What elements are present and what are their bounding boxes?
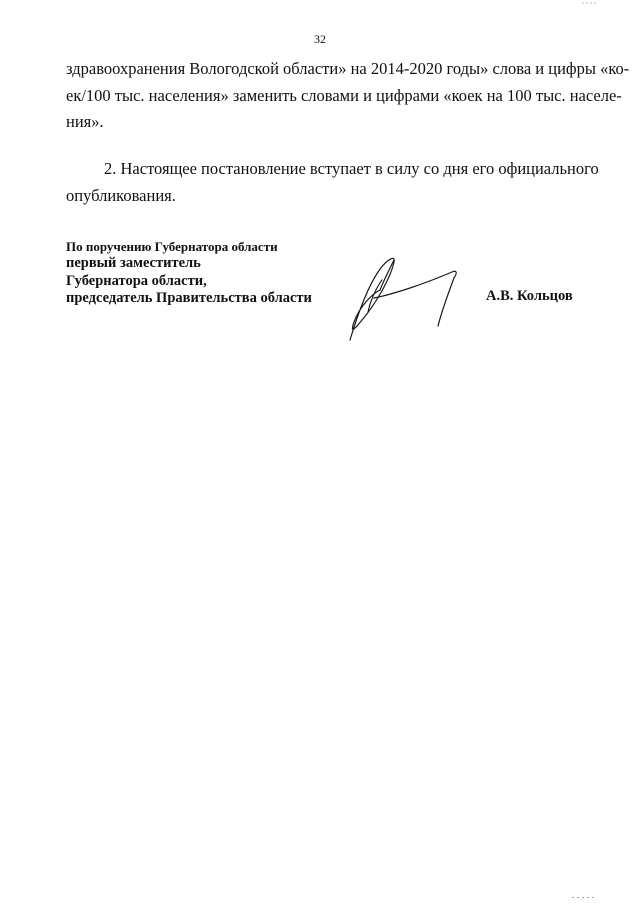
signature-instruction: По поручению Губернатора области bbox=[66, 239, 278, 254]
signature-block bbox=[66, 238, 312, 308]
handwritten-signature bbox=[344, 250, 462, 342]
signatory-position-line: председатель Правительства области bbox=[66, 290, 312, 306]
scan-artifact-mark bbox=[572, 896, 596, 899]
signatory-position-line: Губернатора области, bbox=[66, 272, 207, 289]
amendment-paragraph bbox=[66, 56, 630, 136]
paragraph-line: 2. Настоящее постановление вступает в силу со дня его официального bbox=[104, 159, 599, 178]
signatory-name: А.В. Кольцов bbox=[486, 288, 573, 304]
signatory-position-line: первый заместитель bbox=[66, 255, 201, 271]
effective-date-paragraph bbox=[66, 156, 599, 209]
page-number: 32 bbox=[314, 32, 326, 46]
paragraph-line: здравоохранения Вологодской области» на 2014-2020 годы» слова и цифры «ко- bbox=[66, 59, 630, 78]
paragraph-line: опубликования. bbox=[66, 185, 176, 205]
scan-artifact-mark bbox=[582, 2, 596, 4]
paragraph-line: ек/100 тыс. населения» заменить словами и цифрами «коек на 100 тыс. населе- bbox=[66, 85, 622, 105]
paragraph-line: ния». bbox=[66, 112, 104, 131]
